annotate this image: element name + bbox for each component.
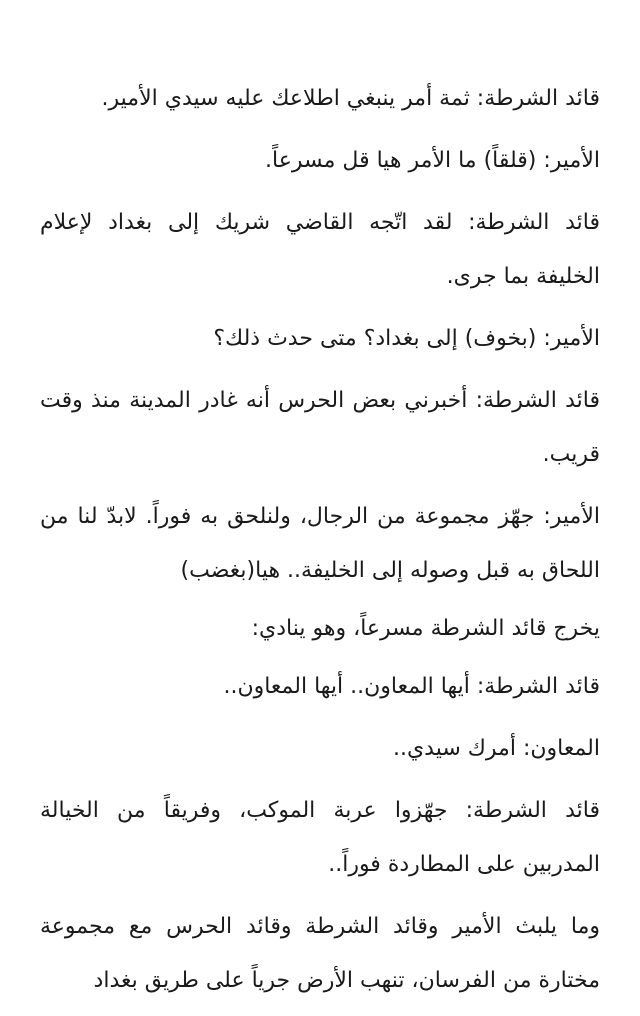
dialogue-line: المعاون: أمرك سيدي.. <box>392 736 600 761</box>
dialogue-line: قائد الشرطة: أيها المعاون.. أيها المعاون.. <box>223 674 600 699</box>
dialogue-line: الأمير: (قلقاً) ما الأمر هيا قل مسرعاً. <box>265 148 600 173</box>
stage-direction: يخرج قائد الشرطة مسرعاً، وهو ينادي: <box>251 616 600 641</box>
document-page <box>40 72 600 1016</box>
dialogue-line: قائد الشرطة: جهّزوا عربة الموكب، وفريقاً من الخيالة المدربين على المطاردة فوراً.. <box>40 798 600 877</box>
dialogue-line: قائد الشرطة: لقد اتّجه القاضي شريك إلى بغداد لإعلام الخليفة بما جرى. <box>40 210 600 289</box>
dialogue-line: الأمير: جهّز مجموعة من الرجال، ولنلحق به فوراً. لابدّ لنا من اللحاق به قبل وصوله إلى الخليفة.. هيا(بغضب) <box>40 504 600 583</box>
dialogue-line: الأمير: (بخوف) إلى بغداد؟ متى حدث ذلك؟ <box>213 326 600 351</box>
narration-paragraph: وما يلبث الأمير وقائد الشرطة وقائد الحرس مع مجموعة مختارة من الفرسان، تنهب الأرض جرياً على طريق بغداد <box>40 914 600 993</box>
dialogue-line: قائد الشرطة: أخبرني بعض الحرس أنه غادر المدينة منذ وقت قريب. <box>40 388 600 467</box>
dialogue-line: قائد الشرطة: ثمة أمر ينبغي اطلاعك عليه سيدي الأمير. <box>101 86 600 111</box>
